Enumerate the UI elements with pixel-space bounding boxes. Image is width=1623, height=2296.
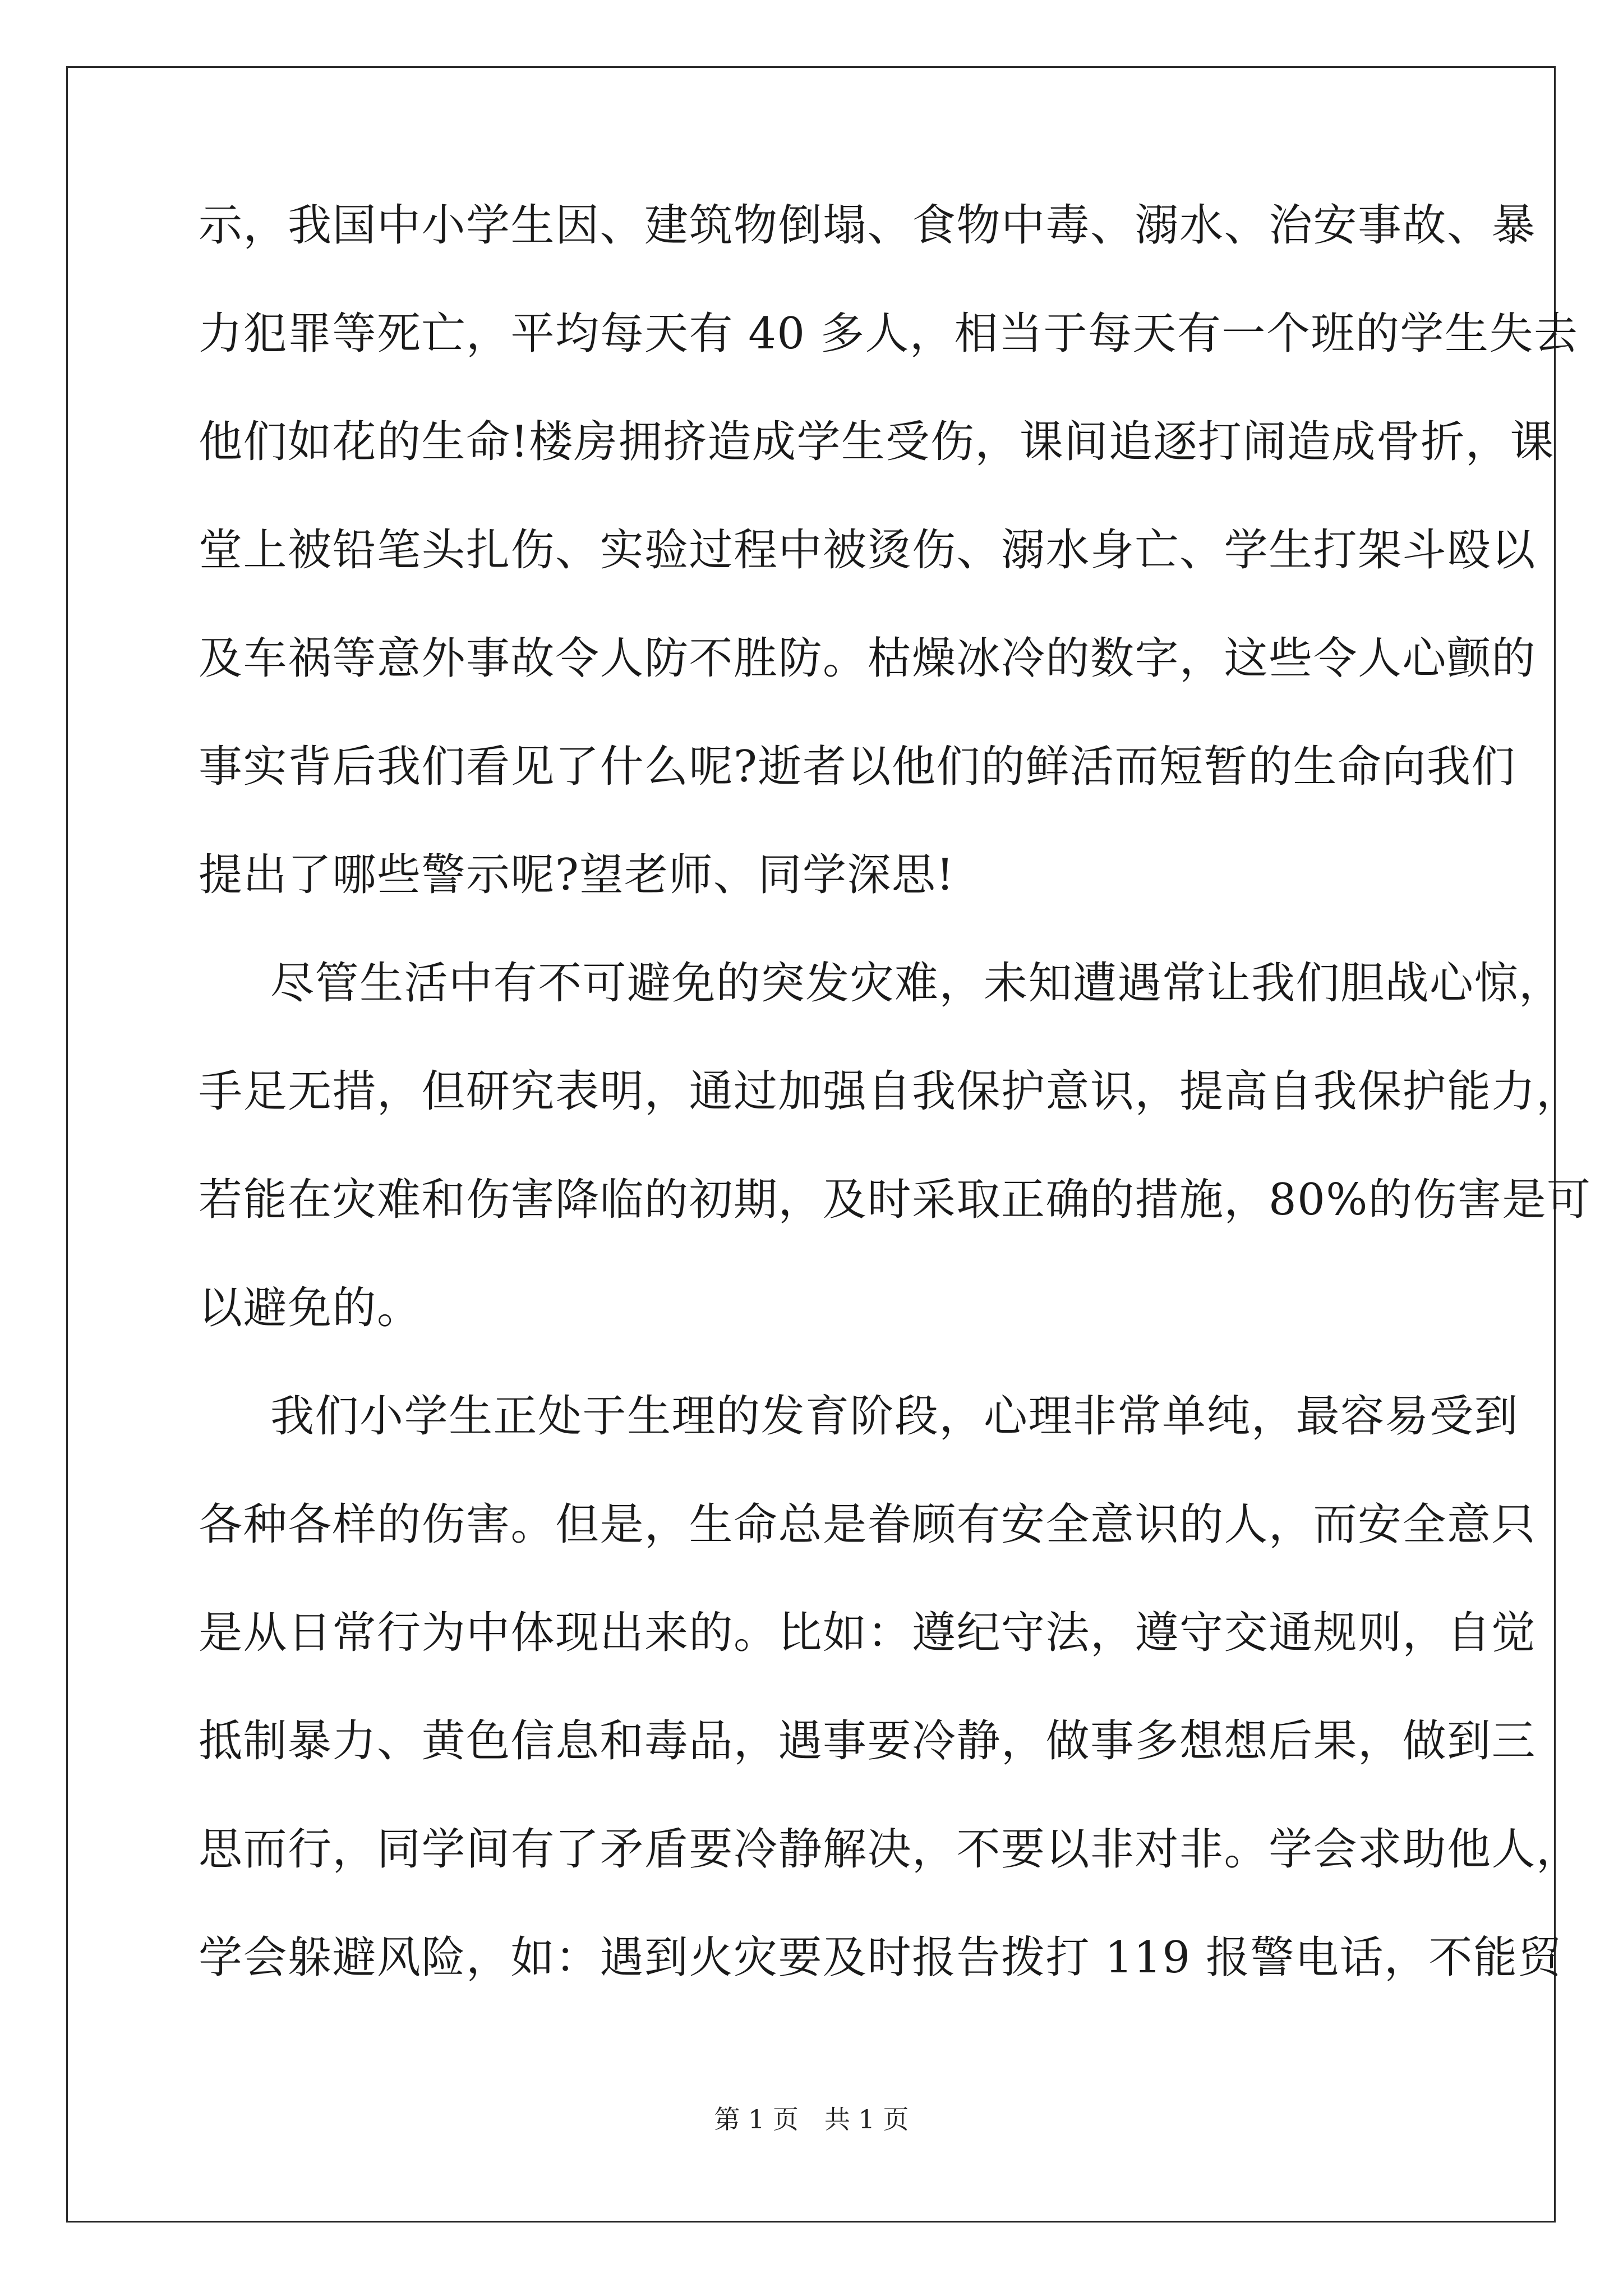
- paragraph-2-line-4: 以避免的。: [199, 1283, 422, 1333]
- paragraph-1-line-2: 力犯罪等死亡，平均每天有 40 多人，相当于每天有一个班的学生失去: [199, 309, 1579, 359]
- paragraph-3-line-4: 抵制暴力、黄色信息和毒品，遇事要冷静，做事多想想后果，做到三: [199, 1716, 1537, 1766]
- paragraph-1-line-5: 及车祸等意外事故令人防不胜防。枯燥冰冷的数字，这些令人心颤的: [199, 633, 1537, 684]
- paragraph-3-line-5: 思而行，同学间有了矛盾要冷静解决，不要以非对非。学会求助他人，: [199, 1824, 1581, 1875]
- paragraph-3-line-1: 我们小学生正处于生理的发育阶段，心理非常单纯，最容易受到: [270, 1391, 1519, 1442]
- page-number-footer: 第 1 页 共 1 页: [714, 2104, 909, 2134]
- paragraph-1-line-4: 堂上被铅笔头扎伤、实验过程中被烫伤、溺水身亡、学生打架斗殴以: [199, 525, 1537, 576]
- paragraph-3-line-3: 是从日常行为中体现出来的。比如：遵纪守法，遵守交通规则，自觉: [199, 1608, 1537, 1658]
- paragraph-3-line-6: 学会躲避风险，如：遇到火灾要及时报告拨打 119 报警电话，不能贸: [199, 1932, 1562, 1983]
- paragraph-1-line-3: 他们如花的生命!楼房拥挤造成学生受伤，课间追逐打闹造成骨折，课: [199, 417, 1555, 467]
- paragraph-1-line-6: 事实背后我们看见了什么呢?逝者以他们的鲜活而短暂的生命向我们: [199, 742, 1516, 792]
- paragraph-2-line-1: 尽管生活中有不可避免的突发灾难，未知遭遇常让我们胆战心惊，: [270, 958, 1564, 1009]
- paragraph-3-line-2: 各种各样的伤害。但是，生命总是眷顾有安全意识的人，而安全意只: [199, 1499, 1537, 1550]
- paragraph-1-line-1: 示，我国中小学生因、建筑物倒塌、食物中毒、溺水、治安事故、暴: [199, 200, 1537, 251]
- paragraph-1-line-7: 提出了哪些警示呢?望老师、同学深思!: [199, 850, 955, 900]
- paragraph-2-line-2: 手足无措，但研究表明，通过加强自我保护意识，提高自我保护能力，: [199, 1066, 1581, 1117]
- paragraph-2-line-3: 若能在灾难和伤害降临的初期，及时采取正确的措施，80%的伤害是可: [199, 1175, 1592, 1225]
- page-border: [66, 66, 1556, 2223]
